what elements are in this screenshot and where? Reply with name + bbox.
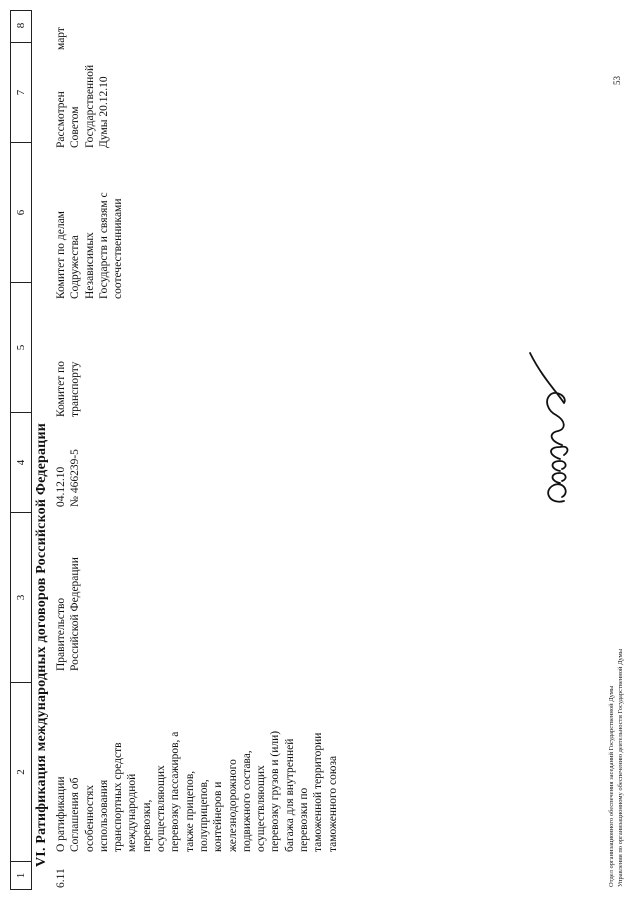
column-number: 6 (11, 142, 31, 282)
column-number: 3 (11, 512, 31, 682)
term: март (55, 27, 67, 50)
bill-title: О ратификации Соглашения об особенностях использования транспортных средств международной перевозки, осуществляющих перевозку пассажиров, а также прицепов, полуприцепов, контейнеров и железнодорожного подвижного состава, осуществляющих перевозку грузов и (или) багажа для внутренней перевозки по таможенной территории таможенного союза (55, 730, 339, 852)
column-number: 4 (11, 412, 31, 512)
column-number: 8 (15, 22, 27, 29)
column-number: 2 (11, 682, 31, 861)
column-number: 1 (11, 861, 31, 889)
footer-line-2: Управления по организационному обеспечению деятельности Государственной Думы (617, 648, 624, 887)
column-number: 7 (11, 42, 31, 142)
page-number: 53 (612, 76, 622, 85)
initiator: Правительство Российской Федерации (55, 557, 82, 671)
handwritten-signature (520, 347, 590, 507)
section-title: VI. Ратификация международных договоров Российской Федерации (34, 423, 49, 867)
column-number: 5 (11, 282, 31, 412)
footer-line-1: Отдел организационного обеспечения заседаний Государственной Думы (608, 685, 615, 887)
co-executor-committee: Комитет по делам Содружества Независимых Государств и связям с соотечественниками (55, 192, 125, 299)
responsible-committee: Комитет по транспорту (55, 361, 82, 417)
date-and-number: 04.12.10 № 466239-5 (55, 449, 82, 507)
row-number: 6.11 (55, 868, 67, 888)
column-number-header (10, 10, 32, 890)
status: Рассмотрен Советом Государственной Думы 20.12.10 (55, 64, 110, 148)
